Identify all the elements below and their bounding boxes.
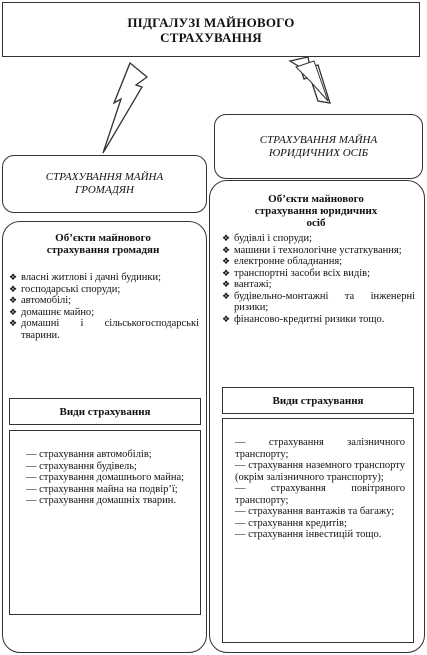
diamond-bullet-icon: ❖ (222, 267, 231, 278)
list-item: ❖ домашнє майно; (9, 306, 95, 318)
list-item: — страхування наземного транспорту (окрім залізничного транспорту); (235, 460, 405, 483)
list-item: — страхування майна на подвір’ї; (26, 483, 178, 495)
category-legal (214, 114, 423, 179)
diamond-bullet-icon: ❖ (222, 244, 231, 255)
arrow-to-legal (280, 57, 350, 117)
list-item: — страхування повітряного транспорту; (235, 483, 405, 506)
citizens-types-heading-box (9, 398, 201, 425)
category-citizens-label: СТРАХУВАННЯ МАЙНА ГРОМАДЯН (45, 171, 164, 196)
diamond-bullet-icon: ❖ (222, 233, 231, 243)
list-item: ❖ вантажі; (222, 279, 272, 290)
diamond-bullet-icon: ❖ (222, 256, 231, 266)
citizens-types-box (9, 430, 201, 615)
legal-panel (209, 180, 425, 653)
list-item: — страхування вантажів та багажу; (235, 506, 395, 517)
list-item: — страхування автомобілів; (26, 449, 152, 460)
list-item: — страхування інвестицій тощо. (235, 529, 382, 540)
diamond-bullet-icon: ❖ (9, 283, 18, 294)
category-citizens (2, 155, 207, 213)
list-item: ❖ транспортні засоби всіх видів; (222, 267, 371, 279)
legal-types-box (222, 418, 414, 643)
diagram-title: ПІДГАЛУЗІ МАЙНОВОГО СТРАХУВАННЯ (127, 14, 295, 45)
diamond-bullet-icon: ❖ (9, 306, 18, 317)
list-item: — страхування будівель; (26, 460, 137, 472)
citizens-types-list (26, 449, 190, 507)
list-item: ❖ будівлі і споруди; (222, 233, 313, 244)
list-item: ❖ будівельно-монтажні та інженерні ризики; (222, 290, 415, 313)
list-item: ❖ автомобілі; (9, 295, 72, 306)
diamond-bullet-icon: ❖ (9, 295, 18, 305)
category-legal-label: СТРАХУВАННЯ МАЙНА ЮРИДИЧНИХ ОСІБ (259, 133, 378, 159)
citizens-panel (2, 221, 207, 653)
list-item: ❖ фінансово-кредитні ризики тощо. (222, 313, 385, 325)
list-item: ❖ власні житлові і дачні будинки; (9, 272, 162, 283)
diamond-bullet-icon: ❖ (222, 313, 231, 324)
list-item: ❖ машини і технологічне устаткування; (222, 244, 402, 256)
list-item: — страхування домашніх тварин. (26, 495, 176, 506)
arrow-to-citizens (90, 57, 170, 157)
list-item: ❖ домашні і сільськогосподарські тварини. (9, 318, 199, 341)
legal-types-list (235, 437, 405, 541)
list-item: — страхування кредитів; (235, 517, 347, 529)
legal-objects-heading: Об’єкти майнового страхування юридичних осіб (254, 193, 378, 229)
legal-types-heading: Види страхування (272, 394, 364, 407)
list-item: — страхування залізничного транспорту; (235, 437, 405, 460)
diamond-bullet-icon: ❖ (222, 290, 231, 301)
list-item: — страхування домашнього майна; (26, 472, 185, 483)
citizens-types-heading: Види страхування (59, 405, 151, 418)
legal-types-heading-box (222, 387, 414, 414)
legal-objects-list (222, 233, 415, 325)
diamond-bullet-icon: ❖ (9, 318, 18, 328)
citizens-objects-list (9, 272, 199, 341)
diamond-bullet-icon: ❖ (9, 272, 18, 282)
diamond-bullet-icon: ❖ (222, 279, 231, 289)
citizens-objects-heading: Об’єкти майнового страхування громадян (46, 232, 160, 256)
diagram-title-box (2, 2, 420, 57)
list-item: ❖ господарські споруди; (9, 283, 121, 295)
list-item: ❖ електронне обладнання; (222, 256, 343, 267)
